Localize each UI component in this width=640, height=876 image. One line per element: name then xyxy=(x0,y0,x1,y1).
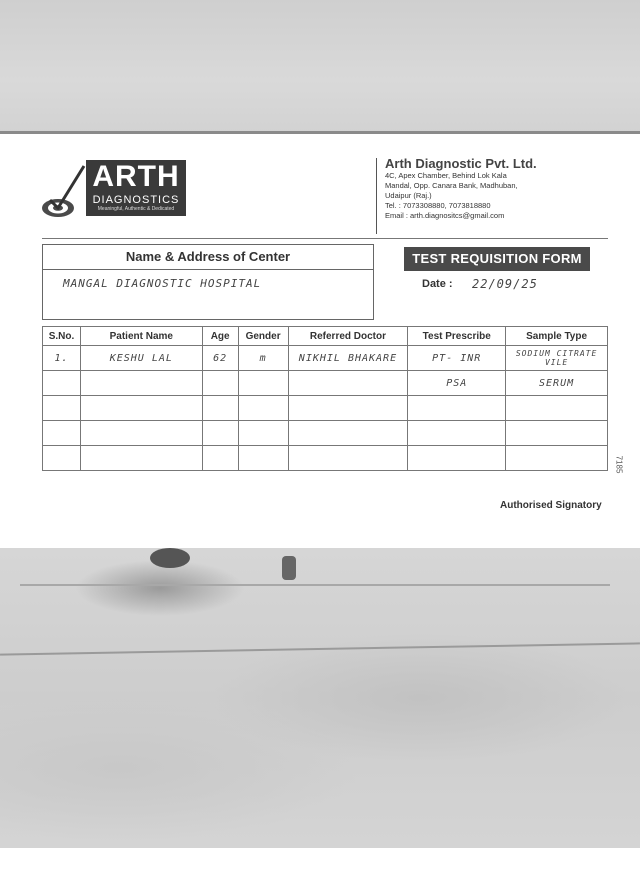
cell xyxy=(238,346,288,371)
logo-sub: DIAGNOSTICS xyxy=(92,194,180,206)
cell-value: KESHU LAL xyxy=(109,352,173,364)
col-sample-type: Sample Type xyxy=(506,327,608,346)
cell xyxy=(202,371,238,396)
cell xyxy=(506,346,608,371)
date-value: 22/09/25 xyxy=(472,277,538,291)
cell xyxy=(506,421,608,446)
cell xyxy=(43,421,81,446)
cell xyxy=(238,371,288,396)
col-sno: S.No. xyxy=(43,327,81,346)
company-name: Arth Diagnostic Pvt. Ltd. xyxy=(385,156,537,171)
address-line-2: Mandal, Opp. Canara Bank, Madhuban, xyxy=(385,181,518,190)
col-test-prescribe: Test Prescribe xyxy=(408,327,506,346)
cell xyxy=(80,346,202,371)
cell-value: m xyxy=(259,352,267,364)
date-label: Date : xyxy=(422,278,453,290)
cell xyxy=(506,446,608,471)
cell xyxy=(288,346,408,371)
target-check-icon xyxy=(38,160,86,222)
col-referred-doctor: Referred Doctor xyxy=(288,327,408,346)
cell xyxy=(202,421,238,446)
address-line-3: Udaipur (Raj.) xyxy=(385,191,432,200)
cell-value: NIKHIL BHAKARE xyxy=(298,352,398,364)
cell xyxy=(80,421,202,446)
cell xyxy=(408,396,506,421)
table-row xyxy=(43,421,608,446)
cell xyxy=(288,446,408,471)
cell-value: 1. xyxy=(54,352,69,364)
cell-value: SERUM xyxy=(539,377,575,389)
serial-number: 7185 xyxy=(614,455,624,474)
cell xyxy=(43,396,81,421)
cell xyxy=(43,346,81,371)
table-row xyxy=(43,396,608,421)
smudge-stroke xyxy=(20,584,610,586)
cell xyxy=(202,346,238,371)
company-tel: Tel. : 7073308880, 7073818880 xyxy=(385,201,491,210)
smudge-stroke xyxy=(0,642,640,655)
test-table xyxy=(42,326,608,471)
company-email: Email : arth.diagnositcs@gmail.com xyxy=(385,211,505,220)
cell xyxy=(43,446,81,471)
cell xyxy=(202,396,238,421)
cell xyxy=(408,346,506,371)
company-info xyxy=(376,158,615,234)
cell xyxy=(80,371,202,396)
cell xyxy=(238,421,288,446)
ink-blot xyxy=(150,548,190,568)
cell xyxy=(288,421,408,446)
table-row xyxy=(43,446,608,471)
cell xyxy=(43,371,81,396)
cell xyxy=(408,446,506,471)
scan-smudge-top xyxy=(0,0,640,134)
table-row xyxy=(43,346,608,371)
cell xyxy=(238,396,288,421)
authorised-signatory: Authorised Signatory xyxy=(500,500,602,511)
col-patient-name: Patient Name xyxy=(80,327,202,346)
cell-value: PT- INR xyxy=(432,352,482,364)
cell xyxy=(202,446,238,471)
cell xyxy=(80,396,202,421)
cell xyxy=(408,371,506,396)
center-box xyxy=(42,244,374,320)
cell-value: SODIUM CITRATE VILE xyxy=(515,349,598,367)
logo-word: ARTH xyxy=(92,160,180,193)
center-heading: Name & Address of Center xyxy=(43,245,373,270)
logo-tagline: Meaningful, Authentic & Dedicated xyxy=(97,206,175,212)
address-line-1: 4C, Apex Chamber, Behind Lok Kala xyxy=(385,171,507,180)
cell xyxy=(506,396,608,421)
cell-value: 62 xyxy=(213,352,228,364)
col-age: Age xyxy=(202,327,238,346)
form-title: TEST REQUISITION FORM xyxy=(404,247,590,271)
cell xyxy=(238,446,288,471)
logo-wordmark xyxy=(86,160,186,216)
header-divider xyxy=(42,238,608,239)
cell-value: PSA xyxy=(446,377,468,389)
col-gender: Gender xyxy=(238,327,288,346)
ink-blot xyxy=(282,556,296,580)
cell xyxy=(288,396,408,421)
cell xyxy=(506,371,608,396)
center-name: MANGAL DIAGNOSTIC HOSPITAL xyxy=(63,277,262,290)
cell xyxy=(80,446,202,471)
table-row xyxy=(43,371,608,396)
cell xyxy=(408,421,506,446)
cell xyxy=(288,371,408,396)
scan-smudge-bottom xyxy=(0,548,640,848)
table-header-row xyxy=(43,327,608,346)
